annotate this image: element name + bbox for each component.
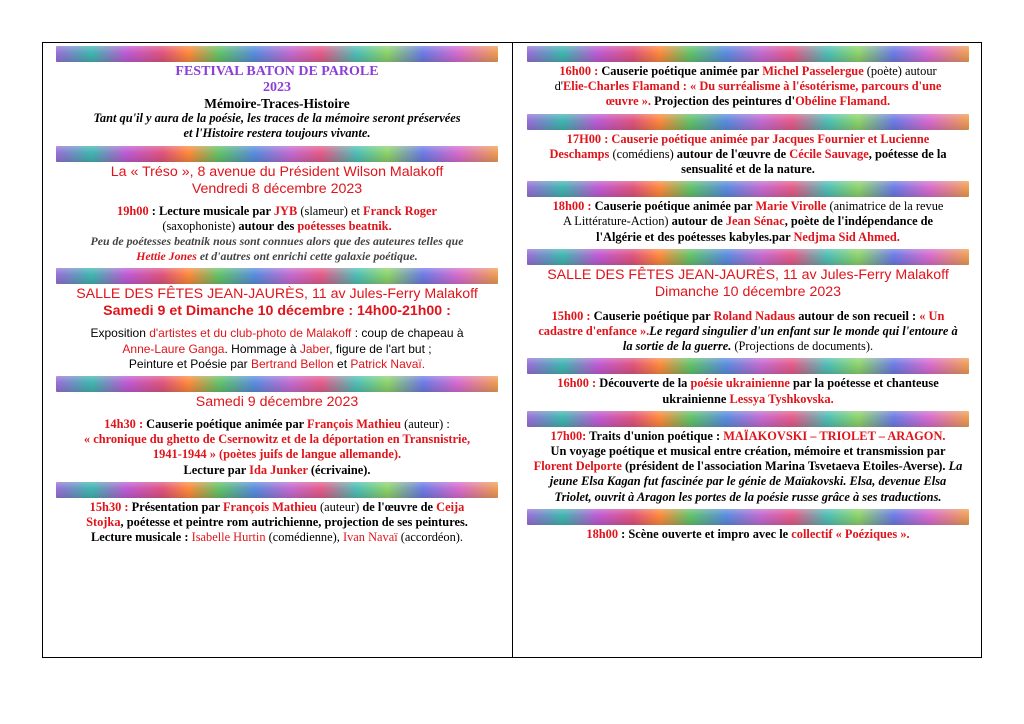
event-14h30: 14h30 : Causerie poétique animée par François Mathieu (auteur) : bbox=[104, 417, 450, 432]
event-15h30: 15h30 : Présentation par François Mathieu (auteur) de l'œuvre de Ceija Stojka, poétesse et peintre rom autrichienne, projection de ses peintures. Lecture musicale : Isabelle Hurtin (comédienne), Ivan Navaï (accordéon). bbox=[86, 499, 468, 545]
venue-dates: Samedi 9 et Dimanche 10 décembre : 14h00-21h00 : bbox=[103, 303, 451, 320]
festival-tagline-2: et l'Histoire restera toujours vivante. bbox=[183, 126, 371, 141]
day-saturday: Samedi 9 décembre 2023 14h30 : Causerie poétique animée par François Mathieu (auteur) : « chronique du ghetto de Csernowitz et de la déportation en Transnistrie, 1941-1944 » (poètes juifs de langue allemande). Lecture par Ida Junker (écrivaine). bbox=[54, 394, 500, 478]
venue-address: SALLE DES FÊTES JEAN-JAURÈS, 11 av Jules-Ferry Malakoff bbox=[76, 286, 478, 303]
decorative-band bbox=[527, 249, 969, 265]
decorative-band bbox=[527, 509, 969, 525]
decorative-band bbox=[56, 146, 498, 162]
decorative-band bbox=[56, 376, 498, 392]
decorative-band bbox=[527, 181, 969, 197]
venue-address: SALLE DES FÊTES JEAN-JAURÈS, 11 av Jules-Ferry Malakoff bbox=[547, 266, 949, 283]
event-17h00-sauvage: 17H00 : Causerie poétique animée par Jacques Fournier et Lucienne Deschamps (comédiens) autour de l'œuvre de Cécile Sauvage, poétesse de la sensualité et de la nature. bbox=[549, 131, 947, 177]
event-18h00-poeziques: 18h00 : Scène ouverte et impro avec le collectif « Poéziques ». bbox=[586, 526, 910, 541]
event-17h00-maiakovski: 17h00: Traits d'union poétique : MAÏAKOVSKI – TRIOLET – ARAGON. Un voyage poétique et musical entre création, mémoire et transmission par Florent Delporte (président de l'association Marina Tsvetaeva Etoiles-Averse). La jeune Elsa Kagan fut fascinée par le génie de Maïakovski. Elsa, devenue Elsa Triolet, ouvrit à Aragon les portes de la poésie russe grâce à ses traductions. bbox=[533, 428, 963, 504]
event-18h00-senac: 18h00 : Causerie poétique animée par Marie Virolle (animatrice de la revue A Littérature-Action) autour de Jean Sénac, poète de l'indépendance de l'Algérie et des poétesses kabyles.par Nedjma Sid Ahmed. bbox=[552, 199, 944, 244]
venue-treso: La « Tréso », 8 avenue du Président Wilson Malakoff Vendredi 8 décembre 2023 19h00 : Lecture musicale par JYB (slameur) et Franck Roger (saxophoniste) autour des poétesses beatnik. Peu de poétesses beatnik nous sont connues alors que des auteures telles que Hettie Jones et d'autres ont enrichi cette galaxie poétique. bbox=[54, 164, 500, 265]
decorative-band bbox=[527, 114, 969, 130]
venue-jean-jaures-sunday: SALLE DES FÊTES JEAN-JAURÈS, 11 av Jules-Ferry Malakoff Dimanche 10 décembre 2023 15h00 : Causerie poétique par Roland Nadaus autour de son recueil : « Un cadastre d'enfance ».Le regard singulier d'un enfant sur le monde qui l'entoure à la sortie de la guerre. (Projections de documents). bbox=[525, 267, 971, 355]
festival-title: FESTIVAL BATON DE PAROLE bbox=[175, 64, 379, 79]
decorative-band bbox=[527, 411, 969, 427]
festival-header bbox=[54, 64, 500, 142]
decorative-band bbox=[527, 46, 969, 62]
exhibition-text: Exposition d'artistes et du club-photo de Malakoff : coup de chapeau à bbox=[90, 326, 464, 341]
left-column bbox=[42, 42, 512, 658]
decorative-band bbox=[56, 46, 498, 62]
festival-subtitle: Mémoire-Traces-Histoire bbox=[204, 96, 350, 111]
decorative-band bbox=[527, 358, 969, 374]
festival-year: 2023 bbox=[263, 80, 291, 95]
festival-tagline-1: Tant qu'il y aura de la poésie, les traces de la mémoire seront préservées bbox=[93, 111, 461, 126]
event-16h00-passelergue: 16h00 : Causerie poétique animée par Michel Passelergue (poète) autour d'Elie-Charles Flamand : « Du surréalisme à l'ésotérisme, parcours d'une œuvre ». Projection des peintures d'Obéline Flamand. bbox=[554, 64, 942, 109]
event-19h00: 19h00 : Lecture musicale par JYB (slameur) et Franck Roger bbox=[117, 203, 437, 218]
decorative-band bbox=[56, 268, 498, 284]
decorative-band bbox=[56, 482, 498, 498]
right-column bbox=[513, 42, 983, 658]
venue-jean-jaures: SALLE DES FÊTES JEAN-JAURÈS, 11 av Jules-Ferry Malakoff Samedi 9 et Dimanche 10 décembre : 14h00-21h00 : Exposition d'artistes et du club-photo de Malakoff : coup de chapeau à Anne-Laure Ganga. Hommage à Jaber, figure de l'art but ; Peinture et Poésie par Bertrand Bellon et Patrick Navaï. bbox=[54, 286, 500, 372]
venue-date: Vendredi 8 décembre 2023 bbox=[191, 180, 363, 197]
event-16h00-ukraine: 16h00 : Découverte de la poésie ukrainienne par la poétesse et chanteuse ukrainienne Lessya Tyshkovska. bbox=[557, 376, 939, 406]
venue-address: La « Tréso », 8 avenue du Président Wilson Malakoff bbox=[110, 163, 444, 180]
day-heading: Samedi 9 décembre 2023 bbox=[195, 394, 359, 411]
event-15h00: 15h00 : Causerie poétique par Roland Nadaus autour de son recueil : « Un bbox=[551, 308, 945, 323]
venue-date: Dimanche 10 décembre 2023 bbox=[654, 283, 842, 300]
